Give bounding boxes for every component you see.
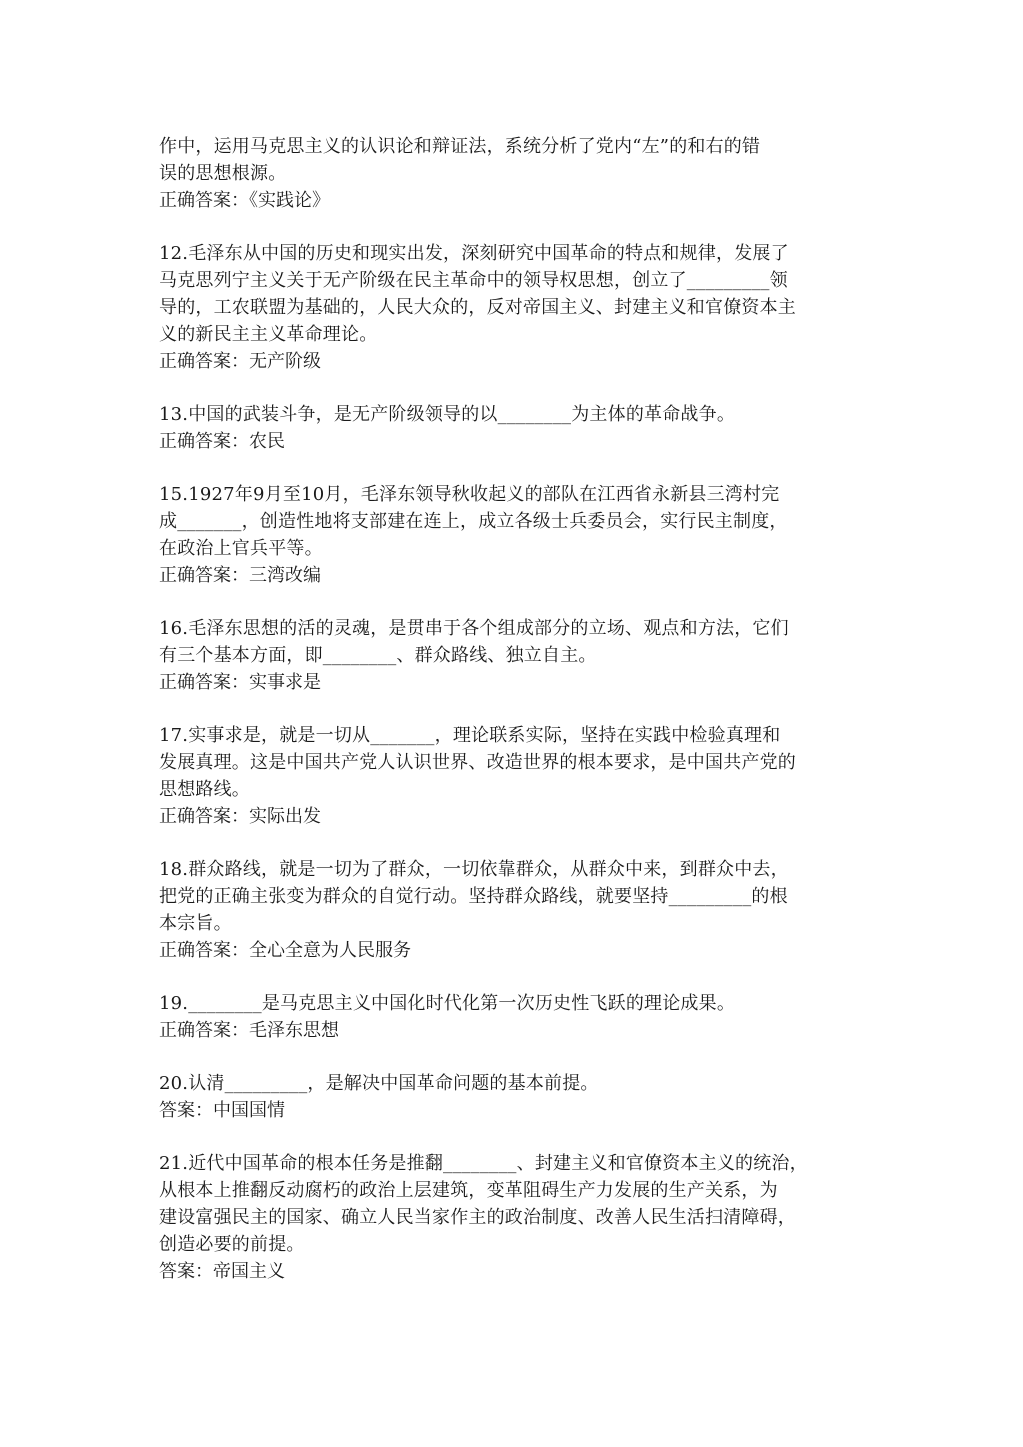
question-block <box>159 990 879 1044</box>
question-text-line: 马克思列宁主义关于无产阶级在民主革命中的领导权思想，创立了_________领 <box>159 270 788 291</box>
question-text-line: 发展真理。这是中国共产党人认识世界、改造世界的根本要求，是中国共产党的 <box>159 752 796 773</box>
question-text-line: 17.实事求是，就是一切从_______，理论联系实际，坚持在实践中检验真理和 <box>159 725 781 746</box>
question-text-line: 思想路线。 <box>159 779 250 800</box>
question-text-line: 义的新民主主义革命理论。 <box>159 324 378 345</box>
answer-text: 正确答案：实事求是 <box>159 672 321 693</box>
answer-text: 正确答案：《实践论》 <box>159 190 330 211</box>
answer-text: 正确答案：全心全意为人民服务 <box>159 940 411 961</box>
question-text-line: 误的思想根源。 <box>159 163 287 184</box>
answer-text: 正确答案：无产阶级 <box>159 351 321 372</box>
answer-text: 正确答案：三湾改编 <box>159 565 321 586</box>
question-text-line: 13.中国的武装斗争，是无产阶级领导的以________为主体的革命战争。 <box>159 404 736 425</box>
question-text-line: 创造必要的前提。 <box>159 1234 305 1255</box>
question-block <box>159 133 879 214</box>
question-text-line: 从根本上推翻反动腐朽的政治上层建筑，变革阻碍生产力发展的生产关系，为 <box>159 1180 778 1201</box>
question-block <box>159 401 879 455</box>
answer-text: 正确答案：实际出发 <box>159 806 321 827</box>
question-text-line: 作中，运用马克思主义的认识论和辩证法，系统分析了党内“左”的和右的错 <box>159 136 761 157</box>
question-block <box>159 722 879 830</box>
question-text-line: 有三个基本方面，即________、群众路线、独立自主。 <box>159 645 597 666</box>
question-text-line: 把党的正确主张变为群众的自觉行动。坚持群众路线，就要坚持_________的根 <box>159 886 788 907</box>
question-text-line: 20.认清_________，是解决中国革命问题的基本前提。 <box>159 1073 599 1094</box>
question-block <box>159 615 879 696</box>
question-text-line: 本宗旨。 <box>159 913 232 934</box>
question-block <box>159 856 879 964</box>
question-block <box>159 481 879 589</box>
answer-text: 正确答案：毛泽东思想 <box>159 1020 339 1041</box>
answer-text: 正确答案：农民 <box>159 431 285 452</box>
question-block <box>159 1150 879 1285</box>
question-text-line: 在政治上官兵平等。 <box>159 538 323 559</box>
question-text-line: 21.近代中国革命的根本任务是推翻________、封建主义和官僚资本主义的统治， <box>159 1153 808 1174</box>
question-text-line: 12.毛泽东从中国的历史和现实出发，深刻研究中国革命的特点和规律，发展了 <box>159 243 789 264</box>
question-text-line: 16.毛泽东思想的活的灵魂，是贯串于各个组成部分的立场、观点和方法，它们 <box>159 618 789 639</box>
question-text-line: 15.1927年9月至10月，毛泽东领导秋收起义的部队在江西省永新县三湾村完 <box>159 484 780 505</box>
answer-text: 答案：帝国主义 <box>159 1261 285 1282</box>
question-block <box>159 1070 879 1124</box>
answer-text: 答案：中国国情 <box>159 1100 285 1121</box>
question-text-line: 18.群众路线，就是一切为了群众，一切依靠群众，从群众中来，到群众中去， <box>159 859 789 880</box>
question-block <box>159 240 879 375</box>
question-text-line: 成_______，创造性地将支部建在连上，成立各级士兵委员会，实行民主制度， <box>159 511 788 532</box>
question-text-line: 19.________是马克思主义中国化时代化第一次历史性飞跃的理论成果。 <box>159 993 736 1014</box>
question-text-line: 导的，工农联盟为基础的，人民大众的，反对帝国主义、封建主义和官僚资本主 <box>159 297 796 318</box>
document-page <box>159 133 879 1311</box>
question-text-line: 建设富强民主的国家、确立人民当家作主的政治制度、改善人民生活扫清障碍， <box>159 1207 796 1228</box>
